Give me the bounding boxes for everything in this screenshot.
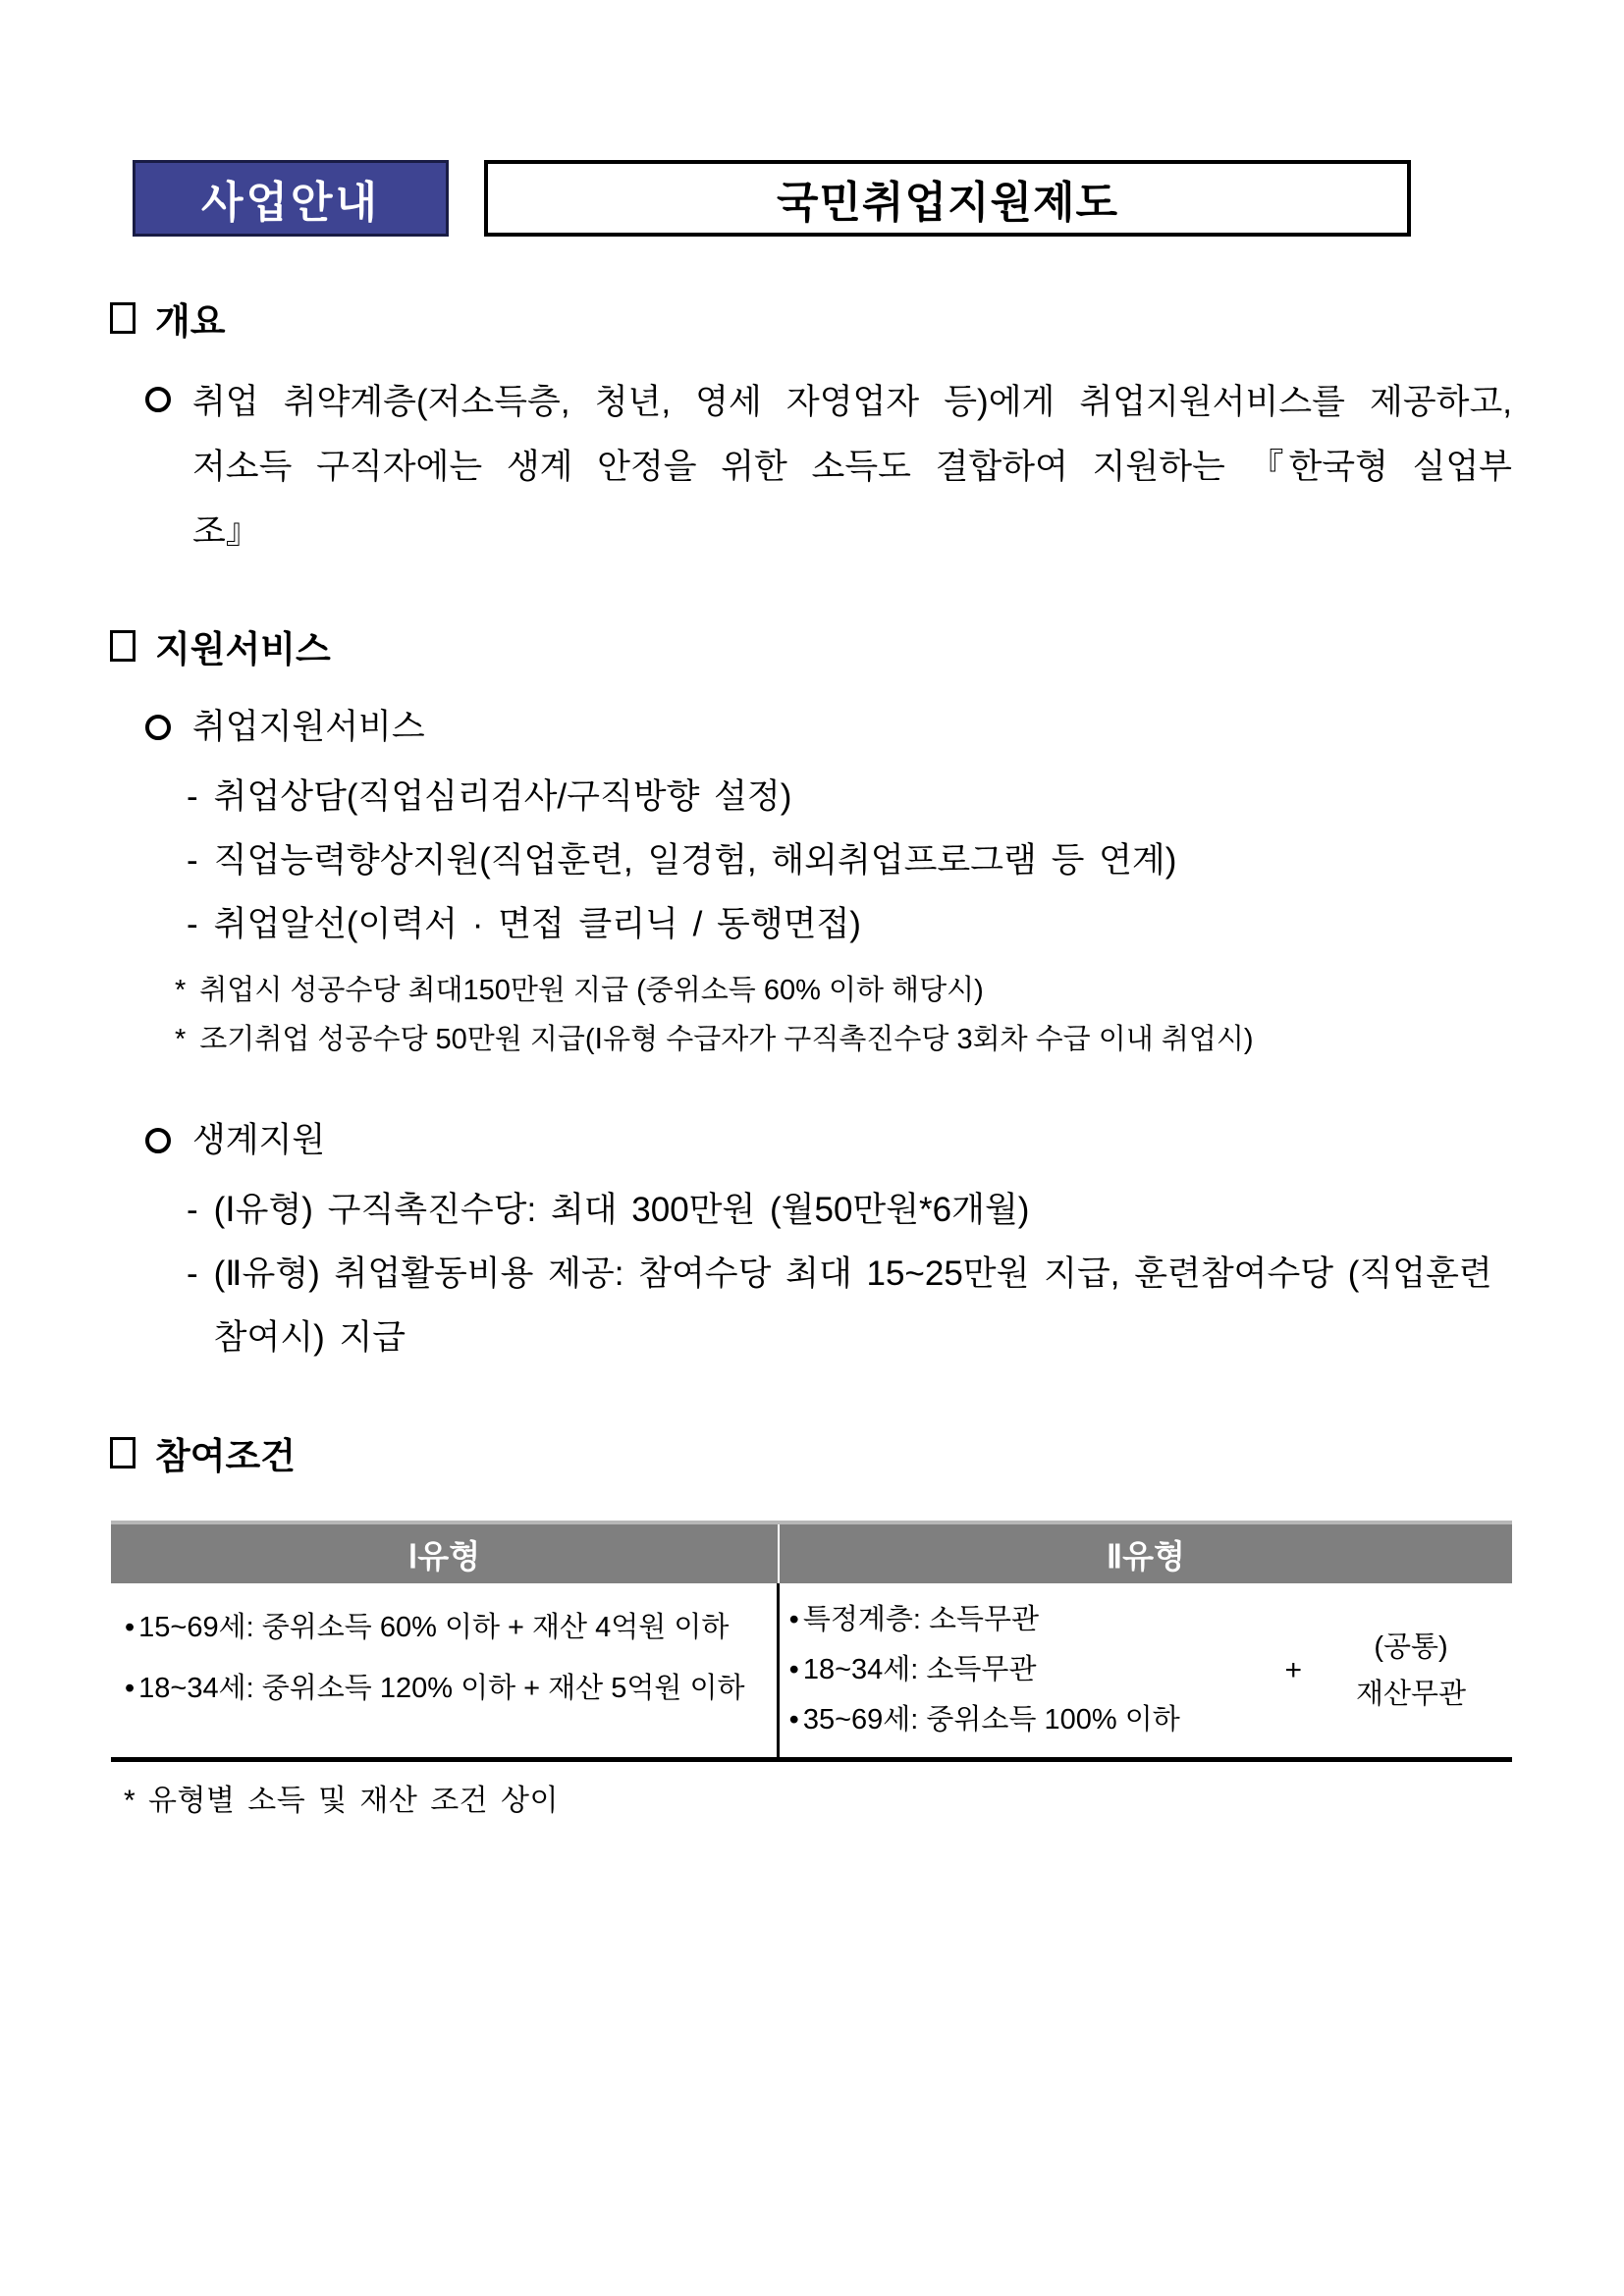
dash-marker: - xyxy=(187,1255,198,1293)
livelihood-support-group xyxy=(145,1111,1512,1170)
table-header-type1: Ⅰ유형 xyxy=(111,1524,780,1583)
table-row xyxy=(789,1595,1279,1645)
list-item xyxy=(187,1242,1512,1369)
type2-condition-list xyxy=(789,1595,1279,1745)
type2-condition-1: 특정계층: 소득무관 xyxy=(802,1604,1040,1635)
bullet-icon: • xyxy=(125,1673,135,1704)
employment-item-2: 직업능력향상지원(직업훈련, 일경험, 해외취업프로그램 등 연계) xyxy=(213,841,1177,880)
type2-common-condition xyxy=(1327,1624,1494,1718)
type2-condition-2: 18~34세: 소득무관 xyxy=(802,1654,1037,1685)
employment-services-group xyxy=(145,698,1512,757)
bullet-icon: • xyxy=(788,1604,799,1635)
dash-marker: - xyxy=(187,777,198,816)
section-conditions-heading xyxy=(110,1426,1512,1479)
square-bullet-icon xyxy=(110,302,135,334)
type1-condition-2: 18~34세: 중위소득 120% 이하 + 재산 5억원 이하 xyxy=(138,1673,745,1704)
document-header xyxy=(0,160,1624,239)
section-services-title: 지원서비스 xyxy=(155,629,331,669)
circle-bullet-icon xyxy=(145,715,171,740)
section-conditions-title: 참여조건 xyxy=(155,1436,296,1476)
asterisk-marker: * xyxy=(175,975,187,1006)
footnote-item xyxy=(175,966,1512,1015)
bullet-icon: • xyxy=(788,1654,799,1685)
conditions-table-header-row xyxy=(111,1524,1512,1583)
overview-paragraph-row xyxy=(145,370,1512,564)
employment-item-1: 취업상담(직업심리검사/구직방향 설정) xyxy=(213,777,792,816)
page-title: 국민취업지원제도 xyxy=(484,160,1411,237)
square-bullet-icon xyxy=(110,1437,135,1468)
circle-bullet-icon xyxy=(145,1128,171,1153)
dash-marker: - xyxy=(187,841,198,880)
type1-conditions-cell xyxy=(111,1583,780,1757)
bullet-icon: • xyxy=(788,1704,799,1735)
employment-item-3: 취업알선(이력서 · 면접 클리닉 / 동행면접) xyxy=(213,905,861,943)
type2-condition-3: 35~69세: 중위소득 100% 이하 xyxy=(802,1704,1180,1735)
livelihood-item-1: (Ⅰ유형) 구직촉진수당: 최대 300만원 (월50만원*6개월) xyxy=(213,1191,1030,1229)
type1-condition-1: 15~69세: 중위소득 60% 이하 + 재산 4억원 이하 xyxy=(138,1612,730,1643)
bullet-icon: • xyxy=(125,1612,135,1643)
employment-services-title: 취업지원서비스 xyxy=(192,708,425,746)
document-body xyxy=(110,292,1512,1819)
section-overview-title: 개요 xyxy=(155,301,226,342)
conditions-table-body-row xyxy=(111,1583,1512,1757)
footnote-item xyxy=(175,1015,1512,1064)
common-label: (공통) xyxy=(1374,1630,1448,1663)
employment-note-2: 조기취업 성공수당 50만원 지급(Ⅰ유형 수급자가 구직촉진수당 3회차 수급 이내 취업시) xyxy=(199,1024,1254,1055)
table-row xyxy=(125,1658,771,1719)
table-footnote: * 유형별 소득 및 재산 조건 상이 xyxy=(124,1785,559,1817)
list-item xyxy=(187,765,1512,828)
list-item xyxy=(187,892,1512,956)
circle-bullet-icon xyxy=(145,387,171,412)
employment-note-1: 취업시 성공수당 최대150만원 지급 (중위소득 60% 이하 해당시) xyxy=(199,975,984,1006)
asterisk-marker: * xyxy=(175,1024,187,1055)
livelihood-item-2: (Ⅱ유형) 취업활동비용 제공: 참여수당 최대 15~25만원 지급, 훈련참여수당 (직업훈련 참여시) 지급 xyxy=(213,1255,1492,1357)
type2-conditions-cell xyxy=(780,1583,1512,1757)
square-bullet-icon xyxy=(110,630,135,662)
category-tag: 사업안내 xyxy=(133,160,449,237)
conditions-table xyxy=(111,1521,1512,1762)
dash-marker: - xyxy=(187,1191,198,1229)
section-services-heading xyxy=(110,619,1512,672)
overview-paragraph: 취업 취약계층(저소득층, 청년, 영세 자영업자 등)에게 취업지원서비스를 제공하고, 저소득 구직자에는 생계 안정을 위한 소득도 결합하여 지원하는 『한국형 실업부조』 xyxy=(192,383,1512,551)
table-row xyxy=(789,1695,1279,1745)
table-row xyxy=(125,1597,771,1658)
livelihood-support-title: 생계지원 xyxy=(192,1121,326,1159)
plus-sign: + xyxy=(1284,1653,1302,1686)
list-item xyxy=(187,1178,1512,1242)
common-asset-rule: 재산무관 xyxy=(1355,1678,1467,1710)
section-overview-heading xyxy=(110,292,1512,345)
table-header-type2: Ⅱ유형 xyxy=(1106,1537,1185,1575)
list-item xyxy=(187,828,1512,892)
dash-marker: - xyxy=(187,905,198,943)
table-row xyxy=(789,1645,1279,1695)
